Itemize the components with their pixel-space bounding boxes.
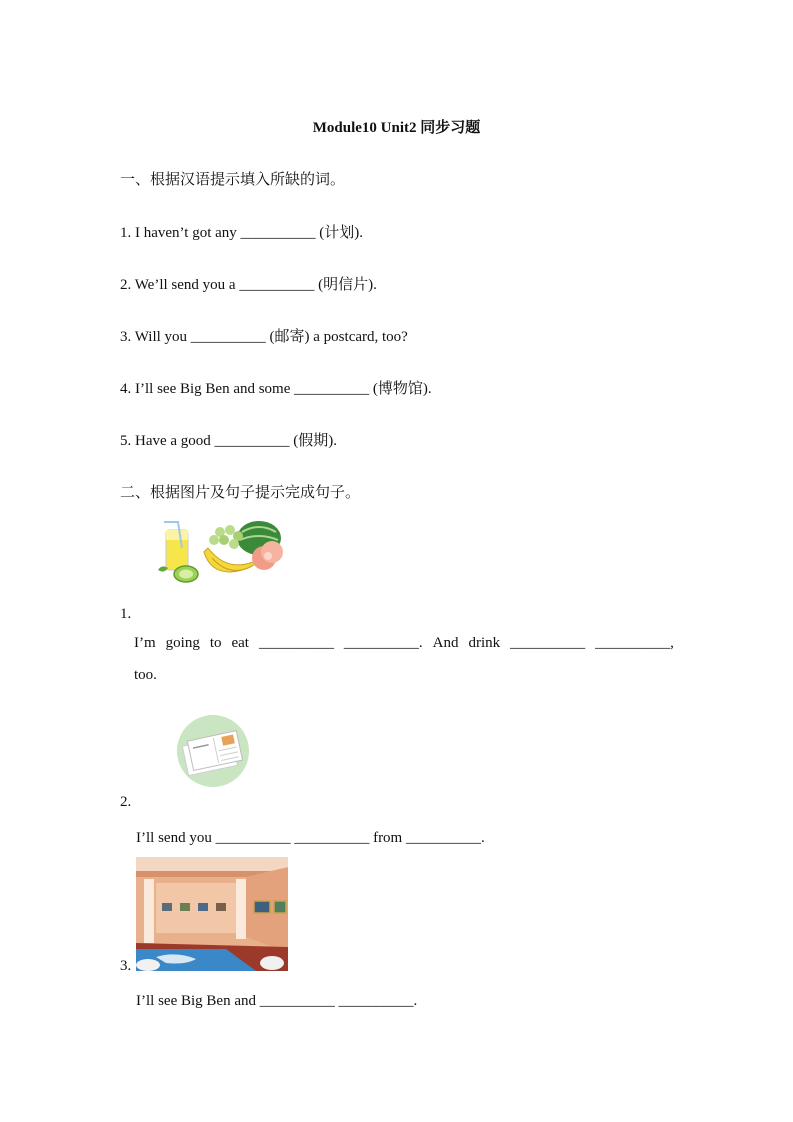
item-2-number: 2. [120,794,132,810]
question-3: 3. Will you __________ (邮寄) a postcard, too? [120,329,408,345]
question-2: 2. We’ll send you a __________ (明信片). [120,277,377,293]
item-1-word: drink [468,635,501,651]
item-1-word: I’m [134,635,156,651]
item-1-blank: __________, [595,635,674,651]
item-3-sentence: I’ll see Big Ben and __________ __________. [136,993,418,1009]
postcard-image [176,714,250,788]
item-1-word: And [432,635,459,651]
museum-image [136,857,288,971]
item-1-line2: too. [134,667,157,683]
section2-heading: 二、根据图片及句子提示完成句子。 [120,483,361,501]
item-1-number: 1. [120,606,132,622]
page-title: Module10 Unit2 同步习题 [312,120,481,136]
question-4: 4. I’ll see Big Ben and some __________ (博物馆). [120,381,432,397]
item-1-word: going [165,635,200,651]
item-1-word: eat [231,635,249,651]
item-1-blank: __________ [510,635,586,651]
item-1-blank: __________ [258,635,334,651]
item-3-number: 3. [120,958,132,974]
item-2-sentence: I’ll send you __________ __________ from __________. [136,830,485,846]
section1-heading: 一、根据汉语提示填入所缺的词。 [120,170,346,188]
question-5: 5. Have a good __________ (假期). [120,433,338,449]
item-1-line1 [134,635,674,652]
item-1-word: to [209,635,222,651]
item-1-blank: __________. [343,635,423,651]
fruit-juice-image [152,518,292,586]
question-1: 1. I haven’t got any __________ (计划). [120,225,364,241]
